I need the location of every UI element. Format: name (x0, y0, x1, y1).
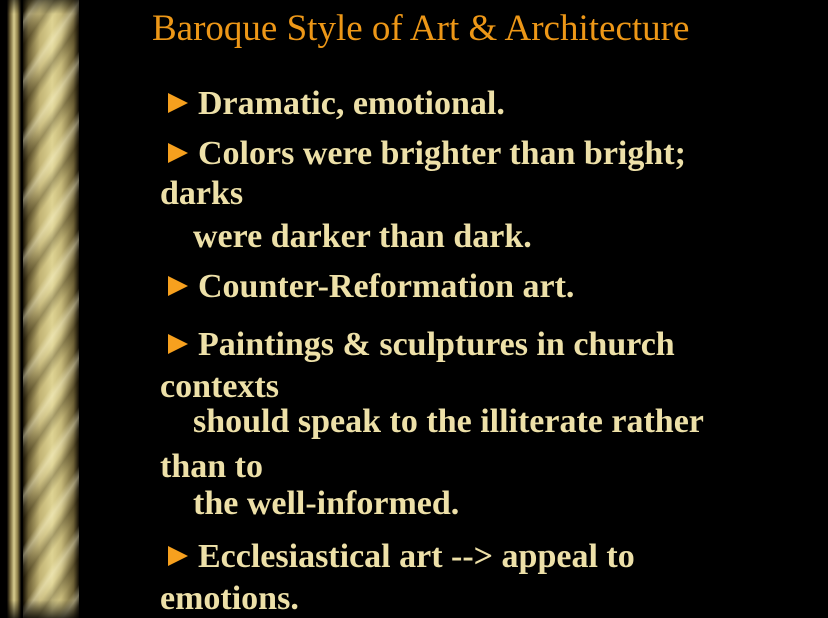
wrapped-line-text: emotions. (160, 580, 299, 617)
wrapped-line-text: darks (160, 175, 244, 212)
wrapped-line-text: contexts (160, 368, 279, 405)
wrapped-line (160, 367, 279, 407)
continuation-line (193, 217, 532, 257)
bullet-line-text: Ecclesiastical art --> appeal to (198, 538, 635, 575)
gold-pilaster (7, 0, 21, 618)
wrapped-line (160, 579, 299, 618)
continuation-line-text: the well-informed. (193, 485, 460, 522)
bullet-triangle-icon (168, 276, 188, 296)
continuation-line-text: were darker than dark. (193, 218, 532, 255)
bullet-line-text: Colors were brighter than bright; (198, 135, 686, 172)
bullet-line (168, 84, 505, 124)
slide-title: Baroque Style of Art & Architecture (152, 8, 690, 49)
bullet-line-text: Paintings & sculptures in church (198, 326, 675, 363)
bullet-triangle-icon (168, 93, 188, 113)
wrapped-line-text: than to (160, 448, 263, 485)
bullet-line (168, 267, 574, 307)
wrapped-line (160, 447, 263, 487)
wrapped-line (160, 174, 243, 214)
bullet-line (168, 134, 686, 174)
bullet-line-text: Dramatic, emotional. (198, 85, 505, 122)
continuation-line (193, 484, 459, 524)
gold-rope-column (23, 0, 79, 618)
decorative-border (0, 0, 92, 618)
bullet-line (168, 325, 675, 365)
continuation-line (193, 402, 704, 442)
bullet-triangle-icon (168, 334, 188, 354)
bullet-triangle-icon (168, 143, 188, 163)
bullet-triangle-icon (168, 546, 188, 566)
bullet-line (168, 537, 635, 577)
bullet-line-text: Counter-Reformation art. (198, 268, 575, 305)
continuation-line-text: should speak to the illiterate rather (193, 403, 704, 440)
